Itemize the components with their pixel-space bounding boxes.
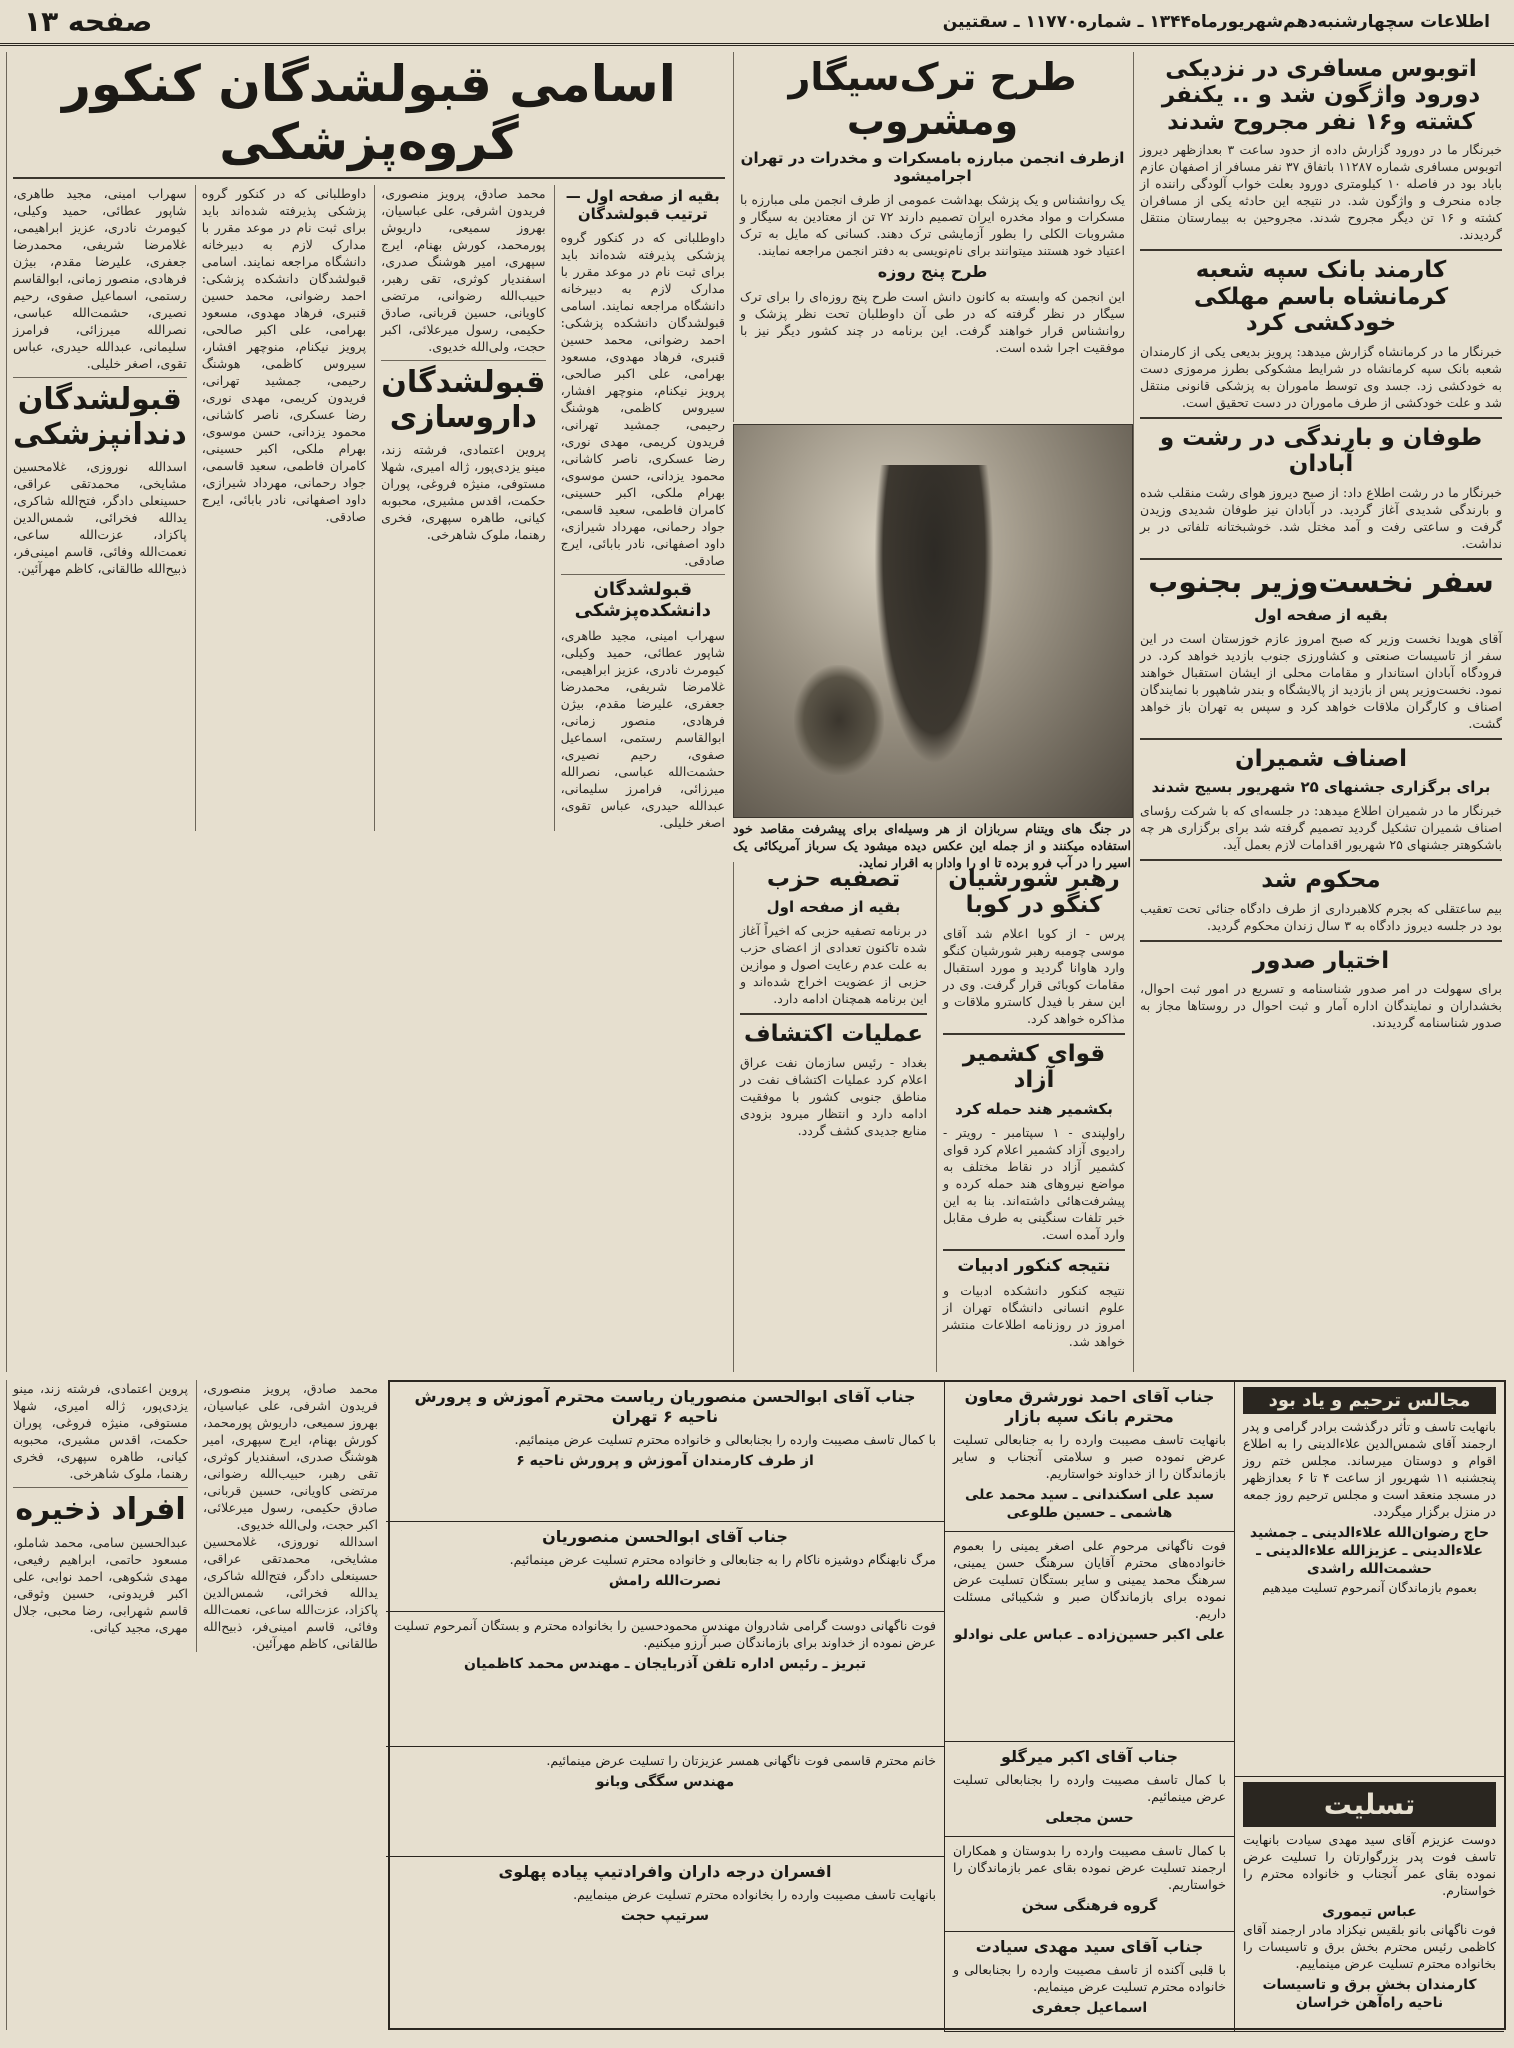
ad-signature: علی اکبر حسین‌زاده ـ عباس علی نوادلو: [953, 1627, 1226, 1643]
divider: [1140, 859, 1502, 861]
exam-names-b: محمد صادق، پرویز منصوری، فریدون اشرفی، علی عباسیان، بهروز سمیعی، داریوش پورمحمد، کورش بهنام، ایرج سپهری، امیر هوشنگ صدری، اسفندیار کوثری، تقی رهبر، حبیب‌الله رضوانی، مرتضی کاویانی، حسین قربانی، صادق حکیمی، رسول میرعلائی، اکبر حجت، ولی‌الله خدیوی.: [381, 186, 546, 354]
ad-body: مرگ نابهنگام دوشیزه ناکام را به جنابعالی و خانواده محترم تسلیت عرض مینمائیم.: [509, 1552, 936, 1567]
subheadline-smoking: ازطرف انجمن مبارزه بامسکرات و مخدرات در تهران اجرامیشود: [740, 149, 1125, 186]
article-party-purge: در برنامه تصفیه حزبی که اخیراً آغاز شده تاکنون تعدادی از اعضای حزب به علت عدم رعایت اصول و موازین حزبی از عضویت اخراج شده‌اند و این برنامه همچنان ادامه دارد.: [740, 923, 927, 1007]
divider: [740, 1013, 927, 1015]
ad-signature: حسن مجعلی: [1045, 1810, 1134, 1826]
ad-title: جناب آقای احمد نورشرق معاون محترم بانک سپه بازار: [964, 1387, 1215, 1426]
ad-signature: تبریز ـ رئیس اداره تلفن آذربایجان ـ مهندس محمد کاظمیان: [464, 1656, 866, 1672]
headline-medicine: قبولشدگان دانشکده‌پزشکی: [574, 579, 711, 621]
divider: [1140, 738, 1502, 740]
divider: [1140, 558, 1502, 560]
column-left: [6, 52, 731, 1372]
divider: [943, 1033, 1125, 1035]
ad-sokhan: [944, 1837, 1234, 1932]
headline-party-purge: تصفیه حزب: [766, 866, 901, 892]
column-left-lower: [6, 1380, 384, 2030]
ad-body: بانهایت تاسف مصیبت وارده را بخانواده محترم تسلیت عرض مینماییم.: [573, 1887, 936, 1902]
page-number: صفحه ۱۳: [24, 5, 153, 38]
ad-signature: سرتیپ حجت: [620, 1908, 710, 1924]
ad-body: بانهایت تاسف و تأثر درگذشت برادر گرامی و پدر ارجمند آقای شمس‌الدین علاءالدینی را به اطلاع اقوام و دوستان میرساند. مجلس ختم روز پنجشنبه ۱۱ شهریور از ساعت ۴ تا ۶ بعدازظهر در مسجد منعقد است و مجلس ترحیم روز جمعه در منزل برگزار میگردد.: [1243, 1419, 1496, 1519]
ad-body: با کمال تاسف مصیبت وارده را بدوستان و همکاران ارجمند تسلیت عرض نموده بقای عمر بازماندگان را خواستاریم.: [953, 1843, 1226, 1892]
ad-title: جناب آقای ابوالحسن منصوریان ریاست محترم آموزش و پرورش ناحیه ۶ تهران: [414, 1387, 916, 1426]
column-center: [733, 52, 1131, 422]
article-literature-exam: نتیجه کنکور دانشکده ادبیات و علوم انسانی دانشگاه تهران از امروز در روزنامه اطلاعات منتشر خواهد شد.: [943, 1283, 1125, 1350]
headline-congo: رهبر شورشیان کنگو در کوبا: [948, 866, 1120, 919]
ad-signature: اسماعیل جعفری: [1031, 2000, 1148, 2016]
headline-bus-accident: اتوبوس مسافری در نزدیکی دورود واژگون شد و .. یکنفر کشته و۱۶ نفر مجروح شدند: [1161, 56, 1481, 135]
headline-five-day: طرح پنج روزه: [877, 262, 988, 282]
ad-banner: تسلیت: [1243, 1782, 1496, 1827]
divider: [1140, 249, 1502, 251]
ad-title: جناب آقای اکبر میرگلو: [1000, 1747, 1179, 1766]
article-issuance: برای سهولت در امر صدور شناسنامه و تسریع در امور ثبت احوال، بخشداران و نمایندگان اداره آمار و ثبت احوال در روستاها مجاز به صدور شناسنامه گردیدند.: [1140, 981, 1502, 1031]
headline-bank-employee: کارمند بانک سپه شعبه کرمانشاه باسم مهلکی خودکشی کرد: [1193, 257, 1449, 337]
ad-title: جناب آقای ابوالحسن منصوریان: [542, 1527, 788, 1546]
ad-signature: گروه فرهنگی سخن: [1021, 1898, 1158, 1914]
headline-pm-trip: سفر نخست‌وزیر بجنوب: [1148, 564, 1494, 600]
ad-title: جناب آقای سید مهدی سیادت: [975, 1937, 1204, 1956]
ad-banner: مجالس ترحیم و یاد بود: [1243, 1387, 1496, 1414]
ad-signature: حاج رضوان‌الله علاءالدینی ـ جمشید علاءالدینی ـ عزیزالله علاءالدینی ـ حشمت‌الله راشدی: [1249, 1525, 1490, 1578]
headline-kashmir: قوای کشمیر آزاد: [962, 1040, 1106, 1094]
continued-note: بقیه از صفحه اول — ترتیب قبولشدگان: [565, 187, 720, 223]
article-exploration: بغداد - رئیس سازمان نفت عراق اعلام کرد عملیات اکتشاف نفت در مناطق جنوبی کشور با موفقیت ادامه دارد و انتظار میرود بزودی منابع جدیدی کشف گردد.: [740, 1054, 927, 1138]
headline-literature-exam: نتیجه کنکور ادبیات: [957, 1255, 1111, 1276]
ad-mirgelo: [944, 1742, 1234, 1837]
headline-reserves: افراد ذخیره: [15, 1492, 186, 1527]
ad-mansourian: [386, 1382, 944, 1522]
headline-issuance: اختیار صدور: [1252, 947, 1390, 974]
ad-signature: کارمندان بخش برق و تاسیسات ناحیه راه‌آهن خراسان: [1262, 1977, 1477, 2012]
ad-signature: نصرت‌الله رامش: [608, 1573, 722, 1589]
ad-memorial: [1234, 1382, 1504, 1777]
news-photo: [733, 424, 1133, 818]
reserve-names: عبدالحسین سامی، محمد شاملو، مسعود حاتمی، ابراهیم رفیعی، مهدی شکوهی، احمد نوابی، علی اکبر فریدونی، حسین وثوقی، قاسم شهرابی، رضا محبی، جلال مهری، مجید کیانی.: [13, 1534, 188, 1635]
exam-names-g: پروین اعتمادی، فرشته زند، مینو یزدی‌پور، ژاله امیری، شهلا مستوفی، منیژه فروغی، پوران حکمت، اقدس مشیری، محبوبه کیانی، طاهره سپهری، فخری رهنما، ملوک شاهرخی.: [13, 1381, 188, 1481]
ad-footer: بعموم بازماندگان آنمرحوم تسلیت میدهیم: [1262, 1579, 1477, 1595]
article-congo: پرس - از کوبا اعلام شد آقای موسی چومبه رهبر شورشیان کنگو وارد هاوانا گردید و مورد استقبال مقامات کوبائی قرار گرفت. وی در این سفر با فیدل کاسترو ملاقات و مذاکره خواهد کرد.: [943, 925, 1125, 1026]
ad-body: با کمال تاسف مصیبت وارده را بجنابعالی تسلیت عرض مینمائیم.: [953, 1772, 1226, 1804]
divider: [943, 1249, 1125, 1251]
divider: [13, 177, 725, 179]
subheadline-kashmir: بکشمیر هند حمله کرد: [955, 1099, 1113, 1118]
soldier-figure: [874, 465, 994, 765]
headline-exam-results: اسامی قبولشدگان کنکور گروه‌پزشکی: [62, 55, 676, 171]
ad-kazemian: [386, 1612, 944, 1747]
ad-body: فوت ناگهانی بانو بلقیس نیکزاد مادر ارجمند آقای کاظمی رئیس محترم بخش برق و تاسیسات را بخانواده محترم تسلیت عرض مینماییم.: [1243, 1922, 1496, 1972]
masthead-info: اطلاعات سچهارشنبه‌دهم‌شهریورماه۱۳۴۴ ـ شماره۱۱۷۷۰ ـ سقتیین: [942, 11, 1490, 32]
ad-pahlavi-brigade: [386, 1857, 944, 2032]
medicine-names: سهراب امینی، مجید طاهری، شاپور عطائی، حمید وکیلی، کیومرث نادری، عزیز ابراهیمی، غلامرضا شریفی، محمدرضا جعفری، علیرضا مقدم، بیژن فرهادی، منصور زمانی، ابوالقاسم رستمی، اسماعیل صفوی، رحیم نصیری، حشمت‌الله عباسی، نصرالله میرزائی، فرامرز سلیمانی، عبدالله حیدری، عباس تقوی، اصغر خلیلی.: [560, 628, 725, 831]
photo-caption: در جنگ های ویتنام سربازان از هر وسیله‌ای برای پیشرفت مقاصد خود استفاده میکنند و از جمله این عکس دیده میشود یک سرباز آمریکائی یک اسیر را در آب فرو برده تا او را وادار به اقرار نماید.: [733, 821, 1131, 870]
exam-names-c: داوطلبانی که در کنکور گروه پزشکی پذیرفته شده‌اند باید برای ثبت نام در موعد مقرر با مدارک لازم به دبیرخانه دانشگاه مراجعه نمایند. اسامی قبولشدگان دانشکده پزشکی: احمد رضوانی، محمد حسین قنبری، فرهاد مهدوی، مسعود بهرامی، علی اکبر صالحی، پرویز نیکنام، منوچهر افشار، سیروس کاظمی، هوشنگ رحیمی، جمشید تهرانی، فریدون کریمی، مهدی نوری، رضا عسکری، ناصر کاشانی، محمود یزدانی، حسن موسوی، بهرام ملکی، اکبر حسینی، کامران فاطمی، سعید قاسمی، جواد رحمانی، مهرداد شیرازی، داود اصفهانی، نادر بابائی، ایرج صادقی.: [201, 186, 367, 524]
headline-exploration: عملیات اکتشاف: [743, 1021, 924, 1048]
article-bank-employee: خبرنگار ما در کرمانشاه گزارش میدهد: پرویز بدیعی یکی از کارمندان شعبه بانک سپه کرمانشاه در شرایط مشکوکی بطرز مرموزی دست به خودکشی زد. جسد وی توسط ماموران به پزشکی قانونی منتقل شد و علت خودکشی از طرف ماموران در دست تحقیق است.: [1140, 343, 1502, 410]
article-kashmir: راولپندی - ۱ سپتامبر - رویتر - رادیوی آزاد کشمیر اعلام کرد قوای کشمیر آزاد در نقاط مختلف به مواضع نیروهای هند حمله کرده و پیشرفت‌هائی داشته‌اند. بنا به این خبر تلفات سنگینی به طرف مقابل وارد آمده است.: [943, 1124, 1125, 1242]
continued-note: بقیه از صفحه اول: [1254, 606, 1388, 624]
dentistry-names: اسدالله نوروزی، غلامحسین مشایخی، محمدتقی عراقی، حسینعلی دادگر، فتح‌الله شاکری، یدالله فخرائی، شمس‌الدین پاکزاد، عزت‌الله ساعی، نعمت‌الله وفائی، قاسم امینی‌فر، ذبیح‌الله طالقانی، کاظم مهرآئین.: [12, 459, 187, 576]
column-center-lower-right: [936, 862, 1131, 1372]
ad-signature: سید علی اسکندانی ـ سید محمد علی هاشمی ـ حسین طلوعی: [964, 1487, 1214, 1522]
obituary-ads: [388, 1380, 1506, 2030]
divider: [1140, 940, 1502, 942]
divider: [13, 1487, 188, 1488]
ad-mansourian-2: [386, 1522, 944, 1612]
headline-smoking: طرح ترک‌سیگار ومشروب: [788, 55, 1077, 143]
ad-body: با قلبی آکنده از تاسف مصیبت وارده را بجنابعالی و خانواده محترم تسلیت عرض مینمایم.: [953, 1962, 1226, 1994]
exam-names-e: محمد صادق، پرویز منصوری، فریدون اشرفی، علی عباسیان، بهروز سمیعی، داریوش پورمحمد، کورش بهنام، ایرج سپهری، امیر هوشنگ صدری، اسفندیار کوثری، تقی رهبر، حبیب‌الله رضوانی، مرتضی کاویانی، حسین قربانی، صادق حکیمی، رسول میرعلائی، اکبر حجت، ولی‌الله خدیوی.: [203, 1381, 378, 1532]
divider: [1140, 417, 1502, 419]
ad-signature: عباس تیموری: [1322, 1904, 1417, 1920]
ad-title: افسران درجه داران وافرادتیپ پیاده پهلوی: [498, 1862, 832, 1881]
ad-condolence: [1234, 1777, 1504, 2032]
headline-storm: طوفان و بارندگی در رشت و آبادان: [1159, 424, 1483, 478]
ad-body: فوت ناگهانی دوست گرامی شادروان مهندس محمودحسین را بخانواده محترم و بستگان آنمرحوم تسلیت عرض نموده از خداوند برای بازماندگان صبر آرزو میکنیم.: [394, 1618, 936, 1650]
ad-body: دوست عزیزم آقای سید مهدی سیادت بانهایت تاسف فوت پدر بزرگوارتان را تسلیت عرض نموده بقای عمر آنجناب و خانواده محترم را خواستارم.: [1243, 1832, 1496, 1898]
ad-body: با کمال تاسف مصیبت وارده را بجنابعالی و خانواده محترم تسلیت عرض مینمائیم.: [514, 1432, 936, 1447]
exam-list-intro: داوطلبانی که در کنکور گروه پزشکی پذیرفته شده‌اند باید برای ثبت نام در موعد مقرر با مدارک لازم به دبیرخانه دانشگاه مراجعه نمایند. اسامی قبولشدگان دانشکده پزشکی: احمد رضوانی، محمد حسین قنبری، فرهاد مهدوی، مسعود بهرامی، علی اکبر صالحی، پرویز نیکنام، منوچهر افشار، سیروس کاظمی، هوشنگ رحیمی، جمشید تهرانی، فریدون کریمی، مهدی نوری، رضا عسکری، ناصر کاشانی، محمود یزدانی، حسن موسوی، بهرام ملکی، اکبر حسینی، کامران فاطمی، سعید قاسمی، جواد رحمانی، مهرداد شیرازی، داود اصفهانی، نادر بابائی، ایرج صادقی.: [560, 230, 725, 568]
divider: [561, 574, 725, 575]
ad-ghasemi: [386, 1747, 944, 1857]
ad-signature: مهندس سگگی وبانو: [595, 1774, 735, 1790]
ad-body: بانهایت تاسف مصیبت وارده را به جنابعالی تسلیت عرض نموده صبر و سلامتی آنجناب و سایر بازماندگان را از خداوند خواستاریم.: [953, 1432, 1226, 1481]
ad-body: خانم محترم قاسمی فوت ناگهانی همسر عزیزتان را تسلیت عرض مینمائیم.: [546, 1753, 936, 1768]
ad-body: فوت ناگهانی مرحوم علی اصغر یمینی را بعموم خانواده‌های محترم آقایان سرهنگ حسن یمینی، سرهنگ محمد یمینی و سایر بستگان تسلیت عرض نموده برای بازماندگان صبر و شکیبائی مسئلت داریم.: [953, 1538, 1226, 1621]
headline-convicted: محکوم شد: [1261, 867, 1381, 894]
exam-names-f: اسدالله نوروزی، غلامحسین مشایخی، محمدتقی عراقی، حسینعلی دادگر، فتح‌الله شاکری، یدالله فخرائی، شمس‌الدین پاکزاد، عزت‌الله ساعی، نعمت‌الله وفائی، قاسم امینی‌فر، ذبیح‌الله طالقانی، کاظم مهرآئین.: [203, 1534, 378, 1651]
ad-yamini: [944, 1532, 1234, 1742]
article-smoking: یک روانشناس و یک پزشک بهداشت عمومی از طرف انجمن ملی مبارزه با مسکرات و مواد مخدره ایران تصمیم دارند ۷۲ تن از معتادین به سیگار و مشروبات الکلی را بطور آزمایشی ترک دهند. کسانی که مایل به ترک اعتیاد خود هستند میتوانند برای نام‌نویسی به دفتر انجمن مراجعه نمایند.: [740, 192, 1125, 259]
prisoner-figure: [794, 665, 884, 775]
pharmacy-names: پروین اعتمادی، فرشته زند، مینو یزدی‌پور، ژاله امیری، شهلا مستوفی، منیژه فروغی، پوران حکمت، اقدس مشیری، محبوبه کیانی، طاهره سپهری، فخری رهنما، ملوک شاهرخی.: [381, 442, 546, 542]
article-bus-accident: خبرنگار ما در دورود گزارش داده از حدود ساعت ۳ بعدازظهر دیروز اتوبوس مسافری شماره ۱۱۲۸۷ باتفاق ۳۷ نفر مسافر از اصفهان عازم باباد بود در فاصله ۱۰ کیلومتری دورود بعلت خواب آلودگی راننده از جاده منحرف و واژگون شد. در نتیجه این حادثه یکی از مسافران کشته و ۱۶ تن دیگر مجروح شدند. مجروحین به بیمارستان منتقل گردیدند.: [1139, 142, 1503, 243]
divider: [381, 360, 545, 361]
subheadline-guilds: برای برگزاری جشنهای ۲۵ شهریور بسیج شدند: [1151, 778, 1491, 797]
article-convicted: بیم ساعتقلی که بجرم کلاهبرداری از طرف دادگاه جنائی تحت تعقیب بود در جلسه دیروز دادگاه به ۳ سال زندان محکوم گردید.: [1140, 900, 1502, 933]
article-five-day: این انجمن که وابسته به کانون دانش است طرح پنج روزه‌ای را برای ترک سیگار در نظر گرفته که در طی آن داوطلبان تحت نظر پزشک و روانشناس قرار خواهند گرفت. این برنامه در چند کشور دیگر نیز با موفقیت اجرا شده است.: [740, 288, 1125, 355]
ad-siadat: [944, 1932, 1234, 2032]
headline-pharmacy: قبولشدگان داروسازی: [381, 365, 546, 435]
ad-signature: از طرف کارمندان آموزش و پرورش ناحیه ۶: [516, 1453, 814, 1469]
article-guilds: خبرنگار ما در شمیران اطلاع میدهد: در جلسه‌ای که با شرکت رؤسای اصناف شمیران تشکیل گردید تصمیم گرفته شد برای برگزاری هر چه باشکوهتر جشنهای ۲۵ شهریور اقدامات لازم بعمل آید.: [1140, 803, 1502, 853]
exam-names-d: سهراب امینی، مجید طاهری، شاپور عطائی، حمید وکیلی، کیومرث نادری، عزیز ابراهیمی، غلامرضا شریفی، محمدرضا جعفری، علیرضا مقدم، بیژن فرهادی، منصور زمانی، ابوالقاسم رستمی، اسماعیل صفوی، رحیم نصیری، حشمت‌الله عباسی، نصرالله میرزائی، فرامرز سلیمانی، عبدالله حیدری، عباس تقوی، اصغر خلیلی.: [12, 186, 187, 371]
divider: [13, 377, 187, 378]
article-pm-trip: آقای هویدا نخست وزیر که صبح امروز عازم خوزستان است در این سفر از تاسیسات صنعتی و کشاورزی جنوب بازدید خواهد کرد. در فرودگاه آبادان استاندار و مقامات محلی از ایشان استقبال خواهند نمود. نخست‌وزیر پس از بازدید از پالایشگاه و بندر شاهپور با نمایندگان اصناف و کارگران ملاقات خواهد کرد و سپس به تهران باز خواهد گشت.: [1140, 631, 1502, 731]
continued-note: بقیه از صفحه اول: [766, 898, 901, 917]
column-right: [1133, 52, 1508, 1372]
column-center-lower-left: [733, 862, 933, 1372]
masthead: [0, 0, 1514, 46]
article-storm: خبرنگار ما در رشت اطلاع داد: از صبح دیروز هوای رشت منقلب شده و بارندگی شدیدی آغاز گردید. در آبادان نیز طوفان شدیدی وزیدن گرفت و ساعتی رفت و آمد مختل شد. خوشبختانه تلفاتی در بر نداشت.: [1140, 484, 1502, 551]
headline-dentistry: قبولشدگان دندانپزشکی: [12, 382, 187, 452]
ad-noorsharq: [944, 1382, 1234, 1532]
headline-guilds: اصناف شمیران: [1234, 746, 1408, 772]
